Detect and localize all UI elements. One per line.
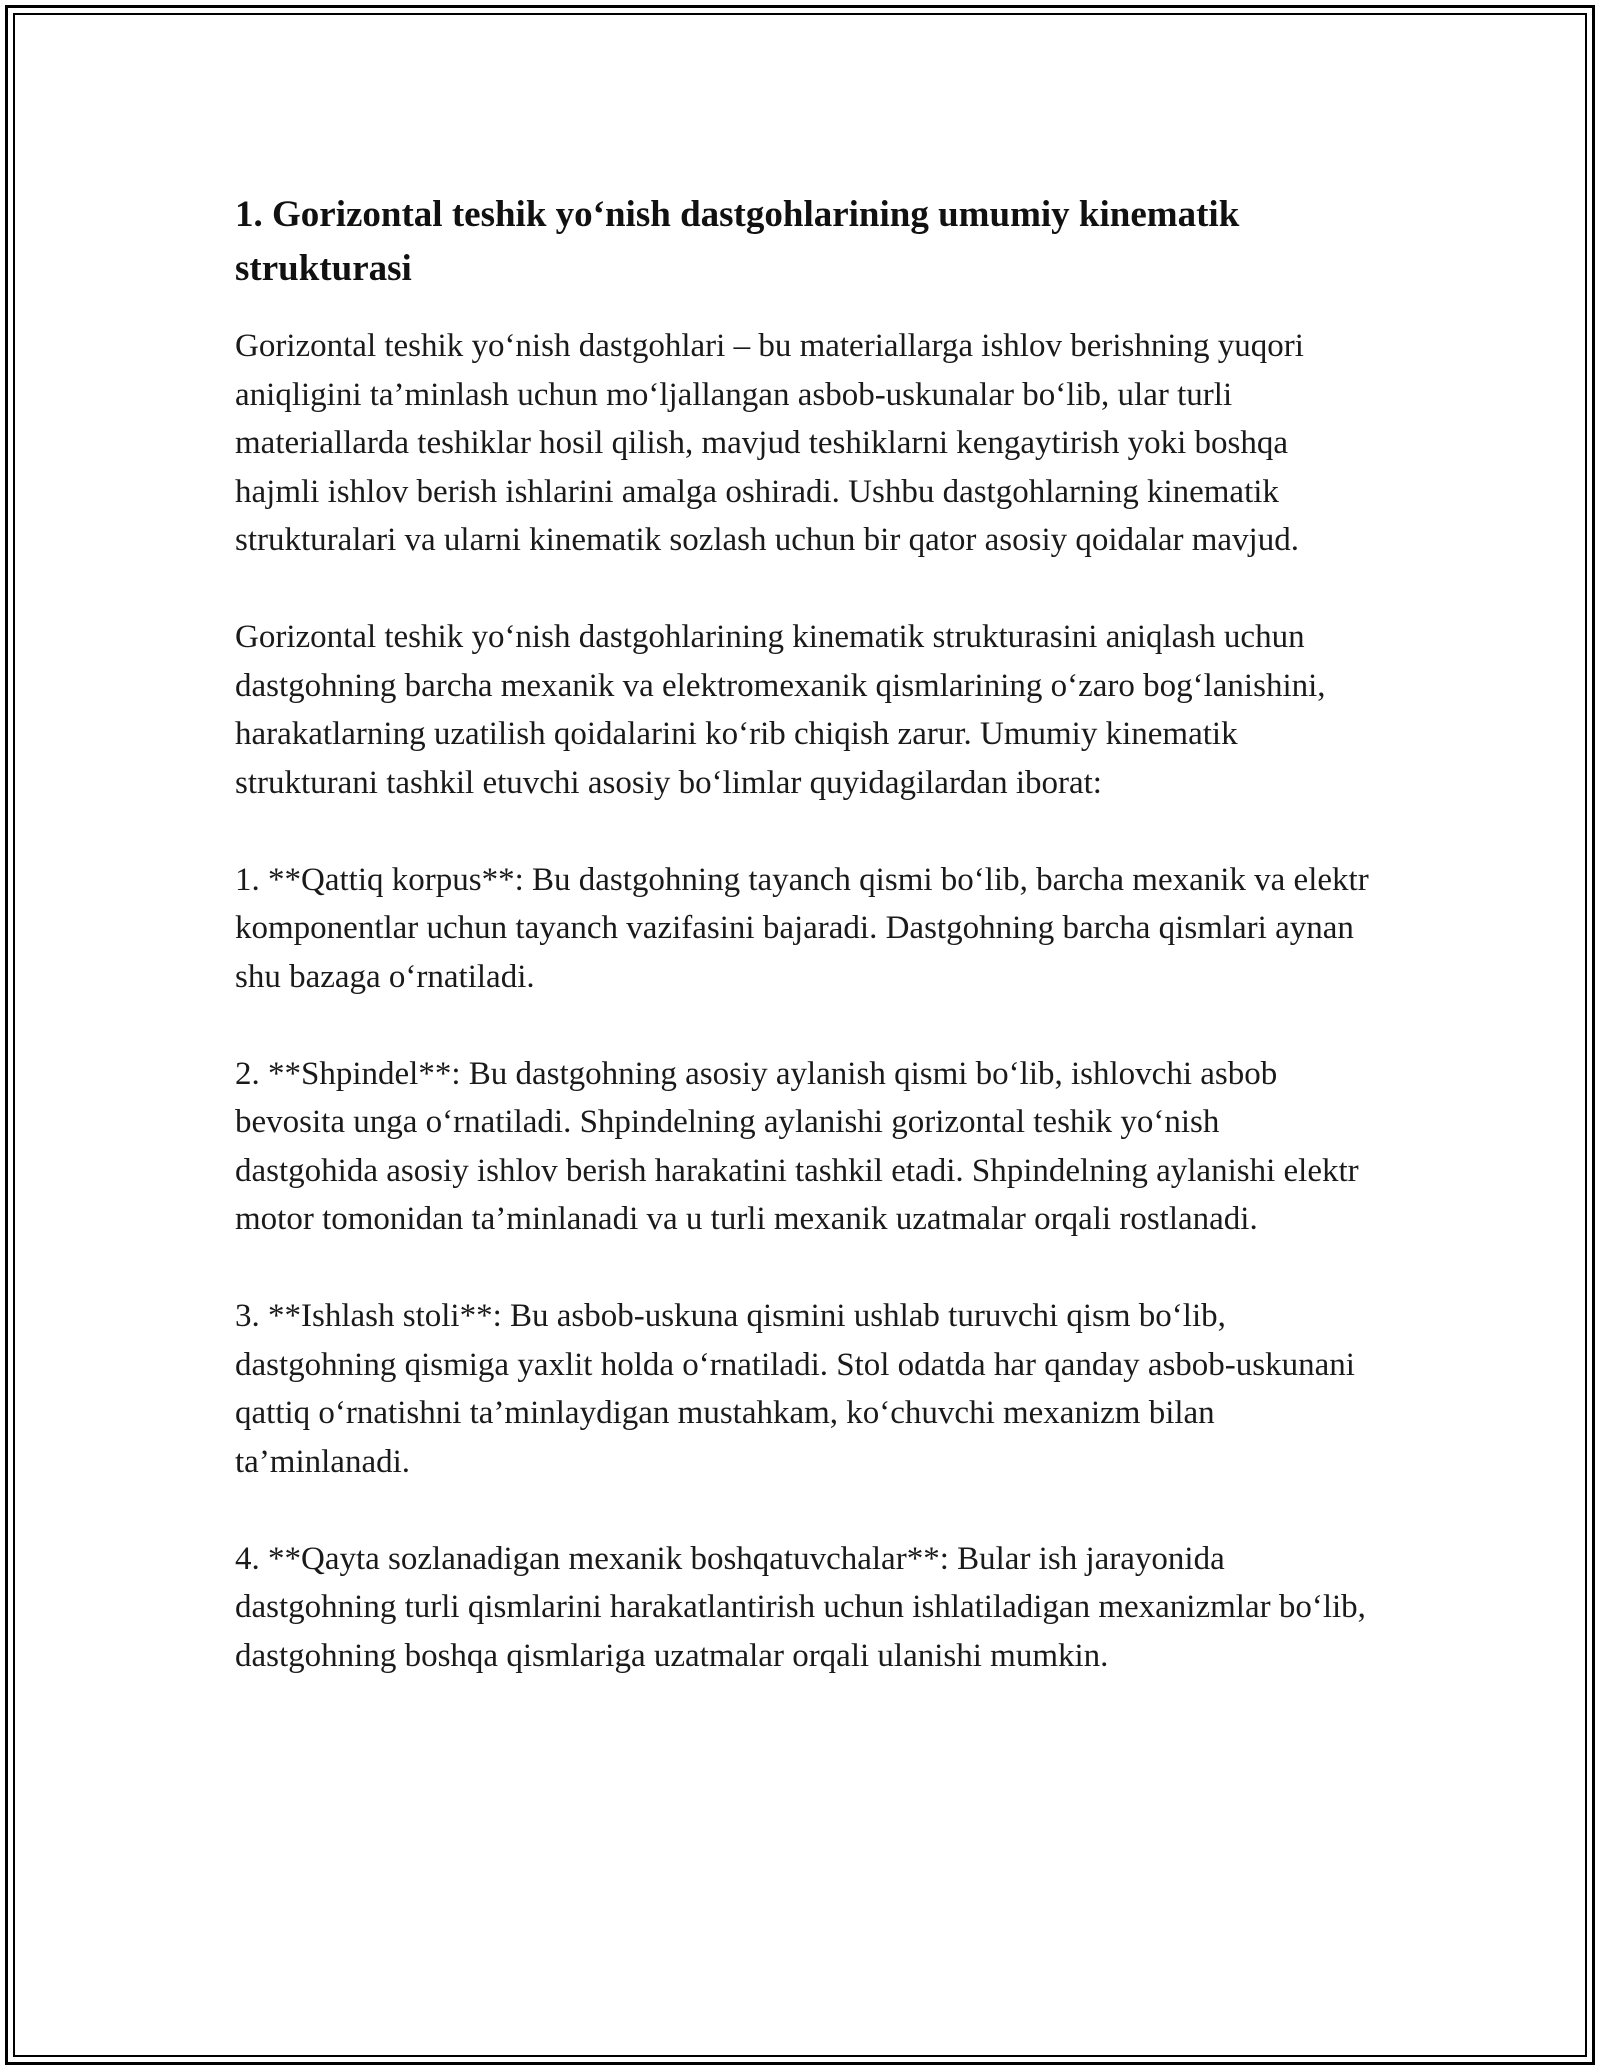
list-item-boshqatuvchalar: 4. **Qayta sozlanadigan mexanik boshqatuvchalar**: Bular ish jarayonida dastgohning turli qismlarini harakatlantirish uchun ishlatiladigan mexanizmlar bo‘lib, dastgohning boshqa qismlariga uzatmalar orqali ulanishi mumkin. bbox=[235, 1540, 1366, 1674]
paragraph-intro: Gorizontal teshik yo‘nish dastgohlari – bu materiallarga ishlov berishning yuqori aniqligini ta’minlash uchun mo‘ljallangan asbob-uskunalar bo‘lib, ular turli materiallarda teshiklar hosil qilish, mavjud teshiklarni kengaytirish yoki boshqa hajmli ishlov berish ishlarini amalga oshiradi. Ushbu dastgohlarning kinematik strukturalari va ularni kinematik sozlash uchun bir qator asosiy qoidalar mavjud. bbox=[235, 328, 1304, 558]
list-item-stol: 3. **Ishlash stoli**: Bu asbob-uskuna qismini ushlab turuvchi qism bo‘lib, dastgohning qismiga yaxlit holda o‘rnatiladi. Stol odatda har qanday asbob-uskunani qattiq o‘rnatishni ta’minlaydigan mustahkam, ko‘chuvchi mexanizm bilan ta’minlanadi. bbox=[235, 1298, 1355, 1480]
document-body bbox=[235, 188, 1370, 1729]
list-item-shpindel: 2. **Shpindel**: Bu dastgohning asosiy aylanish qismi bo‘lib, ishlovchi asbob bevosita unga o‘rnatiladi. Shpindelning aylanishi gorizontal teshik yo‘nish dastgohida asosiy ishlov berish harakatini tashkil etadi. Shpindelning aylanishi elektr motor tomonidan ta’minlanadi va u turli mexanik uzatmalar orqali rostlanadi. bbox=[235, 1055, 1359, 1237]
section-heading: 1. Gorizontal teshik yo‘nish dastgohlarining umumiy kinematik strukturasi bbox=[235, 194, 1240, 289]
list-item-korpus: 1. **Qattiq korpus**: Bu dastgohning tayanch qismi bo‘lib, barcha mexanik va elektr komponentlar uchun tayanch vazifasini bajaradi. Dastgohning barcha qismlari aynan shu bazaga o‘rnatiladi. bbox=[235, 861, 1369, 995]
paragraph-structure: Gorizontal teshik yo‘nish dastgohlarining kinematik strukturasini aniqlash uchun dastgohning barcha mexanik va elektromexanik qismlarining o‘zaro bog‘lanishini, harakatlarning uzatilish qoidalarini ko‘rib chiqish zarur. Umumiy kinematik strukturani tashkil etuvchi asosiy bo‘limlar quyidagilardan iborat: bbox=[235, 619, 1326, 801]
